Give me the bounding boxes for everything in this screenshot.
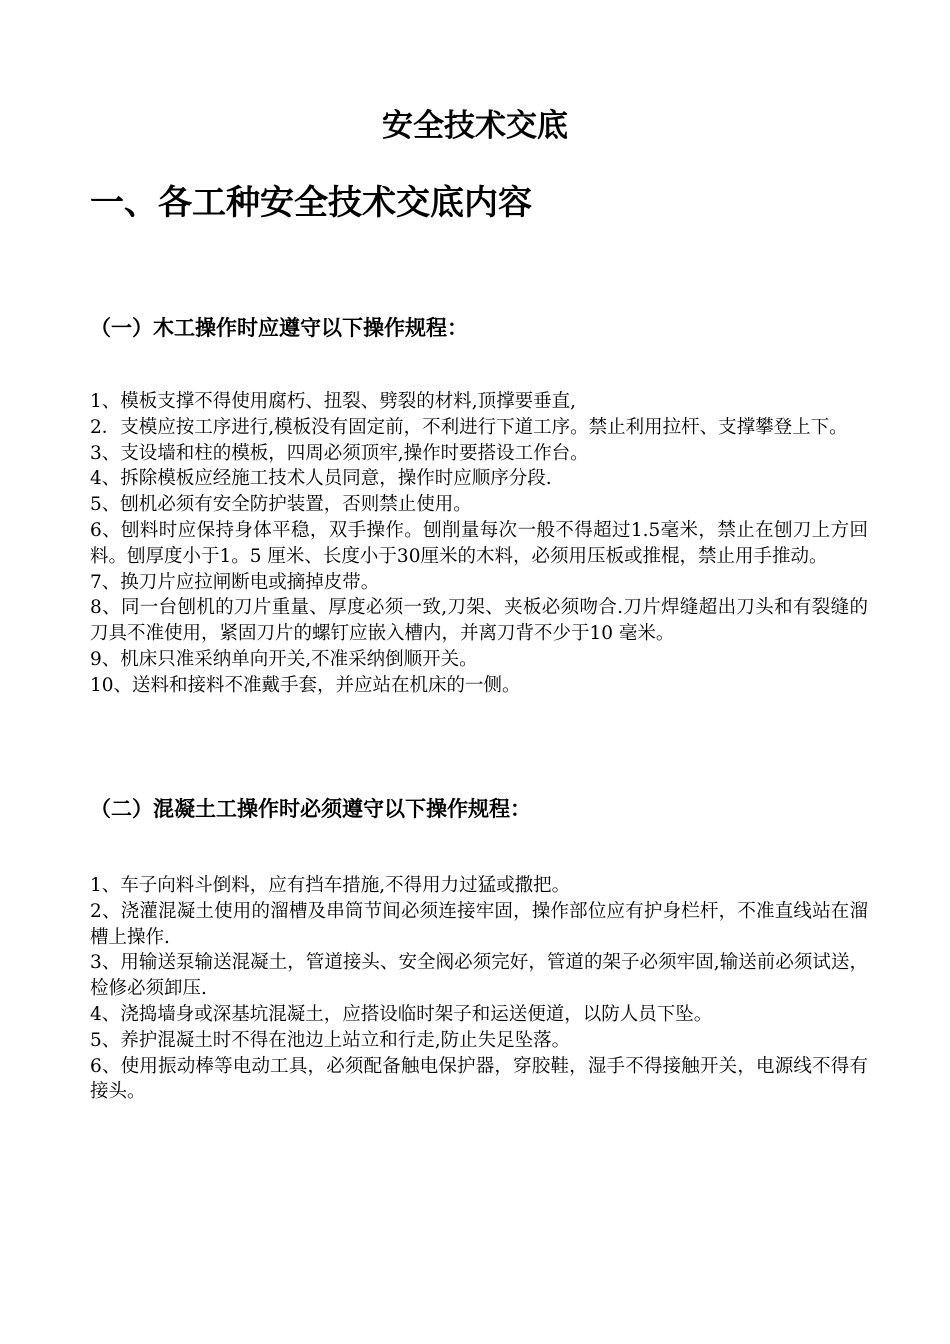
section-title: 一、各工种安全技术交底内容 (90, 183, 532, 223)
list-item: 9、机床只准采纳单向开关,不准采纳倒顺开关。 (90, 648, 478, 670)
list-item: 7、换刀片应拉闸断电或摘掉皮带。 (90, 571, 380, 593)
concrete-heading: （二）混凝土工操作时必须遵守以下操作规程： (90, 797, 531, 821)
concrete-rules-list (90, 873, 868, 1105)
list-item: 5、养护混凝土时不得在池边上站立和行走,防止失足坠落。 (90, 1029, 571, 1051)
list-item: 8、同一台刨机的刀片重量、厚度必须一致,刀架、夹板必须吻合.刀片焊缝超出刀头和有裂缝的刀具不准使用，紧固刀片的螺钉应嵌入槽内，并离刀背不少于10 毫米。 (90, 597, 868, 645)
list-item: 1、车子向料斗倒料，应有挡车措施,不得用力过猛或撒把。 (90, 875, 571, 896)
list-item: 3、用输送泵输送混凝土，管道接头、安全阀必须完好，管道的架子必须牢固,输送前必须试送，检修必须卸压. (90, 952, 868, 1000)
list-item: 4、拆除模板应经施工技术人员同意，操作时应顺序分段. (90, 468, 552, 490)
list-item: 1、模板支撑不得使用腐朽、扭裂、劈裂的材料,顶撑要垂直, (90, 391, 577, 412)
list-item: 5、刨机必须有安全防护装置，否则禁止使用。 (90, 494, 472, 516)
list-item: 6、使用振动棒等电动工具，必须配备触电保护器，穿胶鞋，湿手不得接触开关，电源线不得有接头。 (90, 1055, 868, 1103)
carpentry-rules-list (90, 389, 868, 699)
list-item: 2．支模应按工序进行,模板没有固定前，不利进行下道工序。禁止利用拉杆、支撑攀登上下。 (90, 416, 848, 438)
list-item: 6、刨料时应保持身体平稳，双手操作。刨削量每次一般不得超过1.5毫米，禁止在刨刀上方回料。刨厚度小于1。5 厘米、长度小于30厘米的木料，必须用压板或推棍，禁止用手推动。 (90, 519, 868, 567)
list-item: 4、浇捣墙身或深基坑混凝土，应搭设临时架子和运送便道，以防人员下坠。 (90, 1003, 713, 1025)
list-item: 2、浇灌混凝土使用的溜槽及串筒节间必须连接牢固，操作部位应有护身栏杆，不准直线站在溜槽上操作. (90, 900, 868, 948)
list-item: 3、支设墙和柱的模板，四周必须顶牢,操作时要搭设工作台。 (90, 442, 589, 464)
carpentry-heading: （一）木工操作时应遵守以下操作规程： (90, 316, 468, 340)
document-title: 安全技术交底 (382, 108, 568, 144)
list-item: 10、送料和接料不准戴手套，并应站在机床的一侧。 (90, 674, 521, 696)
